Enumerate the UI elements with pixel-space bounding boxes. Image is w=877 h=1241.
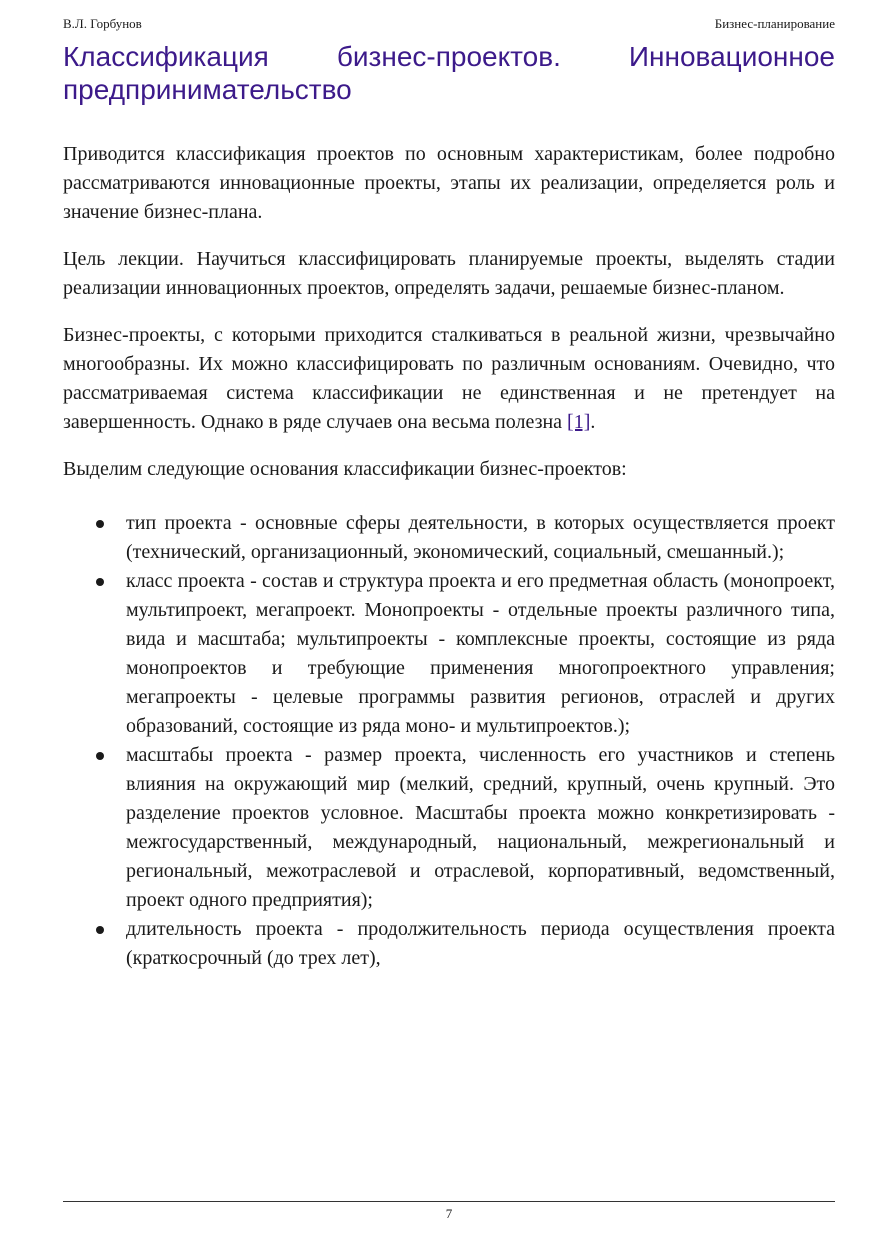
footer-divider [63,1201,835,1202]
list-item-text: масштабы проекта - размер проекта, численность его участников и степень влияния на окружающий мир (мелкий, средний, крупный, очень крупный. Это разделение проектов условное. Масштабы проекта можно конкретизировать - межгосударственный, международный, национальный, межрегиональный и региональный, межотраслевой и отраслевой, корпоративный, ведомственный, проект одного предприятия); [126,744,835,911]
document-page [63,0,835,1241]
classification-bases-list [63,509,835,973]
bullet-icon [96,520,104,528]
list-item-text: длительность проекта - продолжительность периода осуществления проекта (краткосрочный (до трех лет), [126,918,835,969]
list-item [63,567,835,741]
bullet-icon [96,752,104,760]
intro-paragraph: Приводится классификация проектов по основным характеристикам, более подробно рассматриваются инновационные проекты, этапы их реализации, определяется роль и значение бизнес-плана. [63,143,835,223]
list-item-text: тип проекта - основные сферы деятельности, в которых осуществляется проект (технический, организационный, экономический, социальный, смешанный.); [126,512,835,563]
page-number: 7 [445,1206,453,1221]
goal-paragraph: Цель лекции. Научиться классифицировать планируемые проекты, выделять стадии реализации инновационных проектов, определять задачи, решаемые бизнес-планом. [63,248,835,299]
header-course-title: Бизнес-планирование [714,16,835,31]
lecture-body [63,140,835,973]
header-author: В.Л. Горбунов [63,16,142,31]
variety-paragraph [63,321,835,437]
variety-end: . [590,411,596,433]
variety-text: Бизнес-проекты, с которыми приходится сталкиваться в реальной жизни, чрезвычайно многообразны. Их можно классифицировать по различным основаниям. Очевидно, что рассматриваемая система классификации не единственная и не претендует на завершенность. Однако в ряде случаев она весьма полезна [63,324,835,433]
reference-link[interactable]: [1] [567,411,591,433]
bullet-icon [96,926,104,934]
bullet-icon [96,578,104,586]
list-item [63,741,835,915]
lecture-title: Классификация бизнес-проектов. Инновационное предпринимательство [63,41,835,105]
classification-lead-in: Выделим следующие основания классификации бизнес-проектов: [63,458,627,480]
list-item [63,915,835,973]
list-item [63,509,835,567]
list-item-text: класс проекта - состав и структура проекта и его предметная область (монопроект, мультипроект, мегапроект. Монопроекты - отдельные проекты различного типа, вида и масштаба; мультипроекты - комплексные проекты, состоящие из ряда монопроектов и требующие применения многопроектного управления; мегапроекты - целевые программы развития регионов, отраслей и других образований, состоящие из ряда моно- и мультипроектов.); [126,570,835,737]
